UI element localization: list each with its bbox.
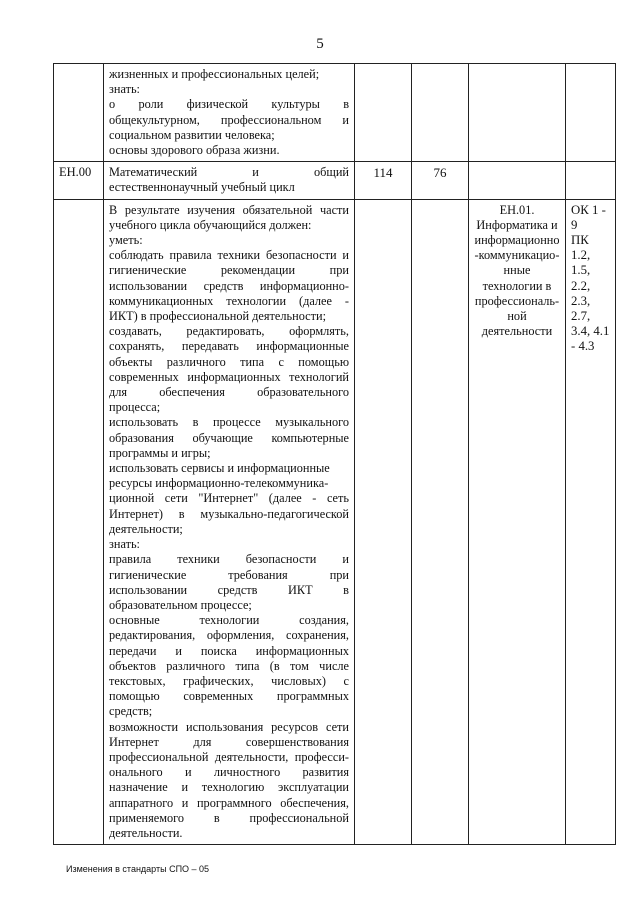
description-line: ресурсы информационно-телекоммуника- bbox=[109, 476, 329, 491]
course-line: технологии в bbox=[482, 278, 552, 293]
required-hours-cell bbox=[412, 64, 469, 162]
competency-cell bbox=[566, 162, 616, 199]
cycle-index-cell: ЕН.00 bbox=[54, 162, 104, 199]
description-line: создавать, редактировать, оформлять, bbox=[109, 324, 349, 339]
max-hours-cell bbox=[355, 199, 412, 845]
description-line: соблюдать правила техники безопасности и bbox=[109, 248, 349, 263]
description-line: учебного цикла обучающийся должен: bbox=[109, 217, 312, 232]
competency-line: ОК 1 - bbox=[571, 202, 606, 217]
description-line: знать: bbox=[109, 82, 140, 97]
table-row bbox=[54, 64, 616, 162]
curriculum-table-body bbox=[54, 64, 616, 845]
description-line: деятельности. bbox=[109, 825, 183, 840]
required-hours-cell bbox=[412, 199, 469, 845]
description-line: современных информационных технологий bbox=[109, 369, 349, 384]
course-line: информационно bbox=[474, 233, 560, 248]
description-line: В результате изучения обязательной части bbox=[109, 202, 349, 217]
description-line: средств; bbox=[109, 704, 153, 719]
description-line: сохранять, передавать информационные bbox=[109, 339, 349, 354]
description-line: уметь: bbox=[109, 233, 143, 248]
competency-line: ПК 1.2, bbox=[571, 233, 591, 263]
description-line: назначение и технологию эксплуатации bbox=[109, 780, 349, 795]
description-line: возможности использования ресурсов сети bbox=[109, 719, 349, 734]
description-line: деятельности; bbox=[109, 521, 183, 536]
description-line: объекты различного типа с помощью bbox=[109, 354, 349, 369]
description-line: для обеспечения образовательного bbox=[109, 385, 349, 400]
course-line: -коммуникацио- bbox=[474, 248, 560, 263]
description-line: процесса; bbox=[109, 400, 161, 415]
max-hours-cell: 114 bbox=[355, 162, 412, 199]
description-line: основные технологии создания, bbox=[109, 613, 349, 628]
description-line: образовательном процессе; bbox=[109, 597, 252, 612]
course-line: ной bbox=[507, 309, 527, 324]
description-line: образования обучающие компьютерные bbox=[109, 430, 349, 445]
table-row bbox=[54, 199, 616, 845]
description-line: о роли физической культуры в bbox=[109, 97, 349, 112]
description-line: знать: bbox=[109, 537, 140, 552]
description-line: программы и игры; bbox=[109, 445, 211, 460]
page-number: 5 bbox=[316, 36, 324, 52]
description-line: использовании средств информационно- bbox=[109, 278, 349, 293]
required-hours-cell: 76 bbox=[412, 162, 469, 199]
course-cell bbox=[469, 199, 566, 845]
description-line: основы здорового образа жизни. bbox=[109, 143, 280, 158]
competency-line: 1.5, 2.2, bbox=[571, 263, 591, 293]
course-cell bbox=[469, 162, 566, 199]
course-line: нные bbox=[503, 263, 531, 278]
description-line: жизненных и профессиональных целей; bbox=[109, 67, 320, 81]
description-line: правила техники безопасности и bbox=[109, 552, 349, 567]
competency-line: 2.3, 2.7, bbox=[571, 293, 591, 324]
description-cell bbox=[104, 162, 355, 199]
course-line: профессиональ- bbox=[474, 293, 560, 308]
description-line: текстовых, графических, числовых) с bbox=[109, 673, 349, 688]
competency-line: 3.4, 4.1 bbox=[571, 324, 610, 339]
cycle-index-cell bbox=[54, 64, 104, 162]
course-line: деятельности bbox=[481, 324, 553, 339]
course-line: Информатика и bbox=[476, 217, 558, 232]
page-footer: Изменения в стандарты СПО – 05 bbox=[66, 864, 210, 874]
description-line: профессиональной деятельности, професси- bbox=[109, 749, 349, 764]
description-line: передачи и поиска информационных bbox=[109, 643, 349, 658]
description-line: применяемого в профессиональной bbox=[109, 810, 349, 825]
curriculum-table bbox=[53, 63, 616, 845]
description-line: ционной сети "Интернет" (далее - сеть bbox=[109, 491, 349, 506]
description-line: использовании средств ИКТ в bbox=[109, 582, 349, 597]
course-cell bbox=[469, 64, 566, 162]
description-line: Интернет) в музыкально-педагогической bbox=[109, 506, 349, 521]
description-line: Математический и общий bbox=[109, 165, 349, 180]
description-line: использовать сервисы и информационные bbox=[109, 461, 330, 476]
description-line: онального и личностного развития bbox=[109, 765, 349, 780]
description-line: гигиенические рекомендации при bbox=[109, 263, 349, 278]
description-line: гигиенические требования при bbox=[109, 567, 349, 582]
description-line: помощью современных программных bbox=[109, 689, 349, 704]
description-line: аппаратного и программного обеспечения, bbox=[109, 795, 349, 810]
competency-line: - 4.3 bbox=[571, 339, 595, 354]
description-cell bbox=[104, 64, 355, 162]
description-line: Интернет для совершенствования bbox=[109, 734, 349, 749]
description-line: использовать в процессе музыкального bbox=[109, 415, 349, 430]
competency-cell bbox=[566, 199, 616, 845]
description-cell bbox=[104, 199, 355, 845]
description-line: общекультурном, профессиональном и bbox=[109, 112, 349, 127]
competency-cell bbox=[566, 64, 616, 162]
cycle-index-cell bbox=[54, 199, 104, 845]
description-line: редактирования, оформления, сохранения, bbox=[109, 628, 349, 643]
course-line: ЕН.01. bbox=[499, 202, 535, 217]
table-row bbox=[54, 162, 616, 199]
description-line: социальном развитии человека; bbox=[109, 127, 275, 142]
description-line: естественнонаучный учебный цикл bbox=[109, 180, 295, 195]
description-line: коммуникационных технологии (далее - bbox=[109, 293, 349, 308]
description-line: объектов различного типа (в том числе bbox=[109, 658, 349, 673]
max-hours-cell bbox=[355, 64, 412, 162]
competency-line: 9 bbox=[571, 217, 578, 232]
description-line: ИКТ) в профессиональной деятельности; bbox=[109, 309, 326, 324]
